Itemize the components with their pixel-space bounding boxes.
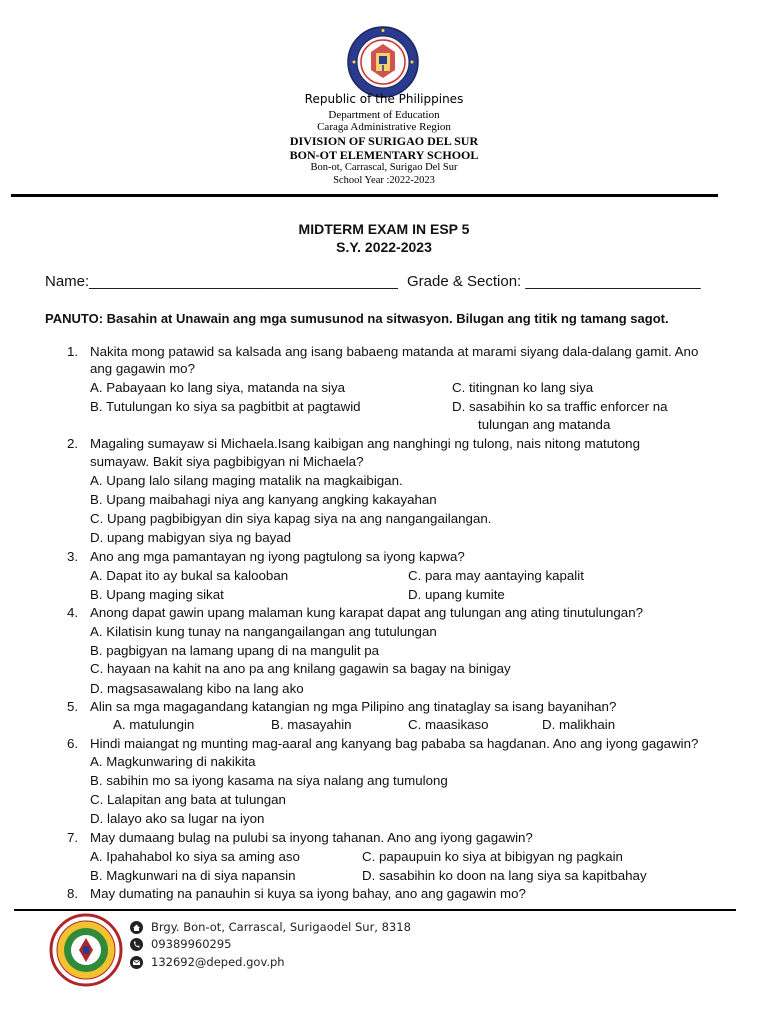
option-c[interactable]: C. hayaan na kahit na ano pa ang knilang gagawin sa bagay na binigay	[90, 661, 511, 676]
option-d-continued: tulungan ang matanda	[478, 417, 611, 432]
question-text: Magaling sumayaw si Michaela.Isang kaibigan ang nanghingi ng tulong, nais nitong matutong	[90, 436, 640, 451]
home-icon	[130, 921, 143, 934]
school-logo	[49, 913, 123, 987]
question-number: 3.	[67, 549, 79, 564]
question-number: 4.	[67, 605, 79, 620]
division-text: DIVISION OF SURIGAO DEL SUR	[289, 134, 479, 148]
option-d[interactable]: D. magsasawalang kibo na lang ako	[90, 681, 304, 696]
option-c[interactable]: C. Upang pagbibigyan din siya kapag siya na ang nangangailangan.	[90, 511, 492, 526]
option-d[interactable]: D. lalayo ako sa lugar na iyon	[90, 811, 265, 826]
footer-divider	[14, 909, 736, 911]
option-b[interactable]: B. Upang maibahagi niya ang kanyang angking kakayahan	[90, 492, 437, 507]
option-a[interactable]: A. Magkunwaring di nakikita	[90, 754, 256, 769]
option-c[interactable]: C. titingnan ko lang siya	[452, 380, 594, 395]
name-field[interactable]: Name:_____________________________________	[45, 273, 398, 290]
option-d[interactable]: D. upang mabigyan siya ng bayad	[90, 530, 292, 545]
question-text: ang gagawin mo?	[90, 361, 195, 376]
question-text: Alin sa mga magagandang katangian ng mga Pilipino ang tinataglay sa isang bayanihan?	[90, 699, 617, 714]
department-text: Department of Education	[328, 109, 440, 121]
question-number: 6.	[67, 736, 79, 751]
question-number: 2.	[67, 436, 79, 451]
option-b[interactable]: B. Magkunwari na di siya napansin	[90, 868, 296, 883]
exam-title: MIDTERM EXAM IN ESP 5	[298, 221, 470, 237]
question-number: 5.	[67, 699, 79, 714]
option-c[interactable]: C. papaupuin ko siya at bibigyan ng pagkain	[362, 849, 623, 864]
option-a[interactable]: A. Pabayaan ko lang siya, matanda na siya	[90, 380, 346, 395]
option-d[interactable]: D. malikhain	[542, 717, 616, 732]
question-text: Hindi maiangat ng munting mag-aaral ang kanyang bag pababa sa hagdanan. Ano ang iyong gagawin?	[90, 736, 699, 751]
option-a[interactable]: A. Ipahahabol ko siya sa aming aso	[90, 849, 300, 864]
question-text: sumayaw. Bakit siya pagbibigyan ni Michaela?	[90, 454, 364, 469]
option-b[interactable]: B. masayahin	[271, 717, 352, 732]
school-address: Bon-ot, Carrascal, Surigao Del Sur	[310, 162, 458, 173]
republic-text: Republic of the Philippines	[304, 92, 464, 106]
deped-seal-logo	[346, 25, 420, 99]
footer-address: Brgy. Bon-ot, Carrascal, Surigaodel Sur, 8318	[151, 920, 411, 934]
option-d[interactable]: D. upang kumite	[408, 587, 505, 602]
school-year: School Year :2022-2023	[333, 175, 435, 186]
option-c[interactable]: C. para may aantaying kapalit	[408, 568, 584, 583]
exam-school-year: S.Y. 2022-2023	[336, 239, 432, 255]
question-number: 1.	[67, 344, 79, 359]
question-text: May dumating na panauhin si kuya sa iyong bahay, ano ang gagawin mo?	[90, 886, 526, 901]
option-a[interactable]: A. Upang lalo silang maging matalik na magkaibigan.	[90, 473, 403, 488]
question-text: Nakita mong patawid sa kalsada ang isang babaeng matanda at marami siyang dala-dalang gamit. Ano	[90, 344, 699, 359]
phone-icon	[130, 938, 143, 951]
question-number: 7.	[67, 830, 79, 845]
option-c[interactable]: C. Lalapitan ang bata at tulungan	[90, 792, 286, 807]
question-text: Ano ang mga pamantayan ng iyong pagtulong sa iyong kapwa?	[90, 549, 465, 564]
option-d[interactable]: D. sasabihin ko doon na lang siya sa kapitbahay	[362, 868, 647, 883]
option-d[interactable]: D. sasabihin ko sa traffic enforcer na	[452, 399, 668, 414]
option-a[interactable]: A. Dapat ito ay bukal sa kalooban	[90, 568, 289, 583]
option-a[interactable]: A. Kilatisin kung tunay na nangangailangan ang tutulungan	[90, 624, 437, 639]
option-b[interactable]: B. sabihin mo sa iyong kasama na siya nalang ang tumulong	[90, 773, 448, 788]
footer-email[interactable]: 132692@deped.gov.ph	[151, 955, 285, 969]
option-a[interactable]: A. matulungin	[113, 717, 195, 732]
region-text: Caraga Administrative Region	[317, 121, 451, 133]
footer-phone[interactable]: 09389960295	[151, 937, 232, 951]
option-c[interactable]: C. maasikaso	[408, 717, 489, 732]
school-name: BON-OT ELEMENTARY SCHOOL	[289, 148, 479, 162]
question-number: 8.	[67, 886, 79, 901]
question-text: May dumaang bulag na pulubi sa inyong tahanan. Ano ang iyong gagawin?	[90, 830, 533, 845]
grade-section-field[interactable]: Grade & Section: _____________________	[407, 273, 701, 290]
option-b[interactable]: B. pagbigyan na lamang upang di na mangulit pa	[90, 643, 380, 658]
option-b[interactable]: B. Tutulungan ko siya sa pagbitbit at pagtawid	[90, 399, 361, 414]
footer-phone-row	[130, 937, 231, 951]
option-b[interactable]: B. Upang maging sikat	[90, 587, 224, 602]
question-text: Anong dapat gawin upang malaman kung karapat dapat ang tulungan ang ating tinutulungan?	[90, 605, 643, 620]
header-divider	[11, 194, 718, 197]
footer-address-row	[130, 920, 411, 934]
footer-email-row	[130, 955, 285, 969]
email-icon	[130, 956, 143, 969]
instructions: PANUTO: Basahin at Unawain ang mga sumusunod na sitwasyon. Bilugan ang titik ng tamang sagot.	[45, 311, 669, 326]
